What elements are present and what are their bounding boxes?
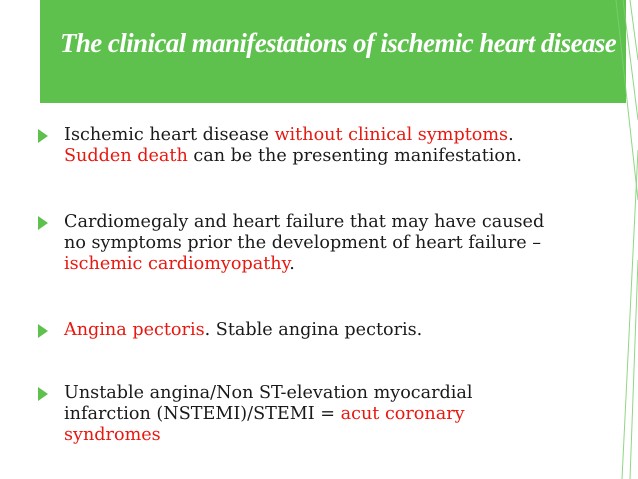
bullet-segment: . — [289, 254, 295, 274]
bullet-segment: no symptoms prior the development of heart failure – — [64, 233, 542, 253]
bullet-text — [64, 320, 624, 341]
slide-title: The clinical manifestations of ischemic heart disease — [60, 28, 617, 58]
bullet-segment: Cardiomegaly and heart failure that may have caused — [64, 212, 545, 232]
bullet-line — [64, 233, 624, 254]
highlighted-term: ischemic cardiomyopathy — [64, 254, 290, 274]
bullet-arrow-icon — [38, 129, 48, 143]
bullet-line — [64, 404, 624, 425]
bullet-segment: can be the presenting manifestation. — [187, 146, 522, 166]
bullet-segment: Ischemic heart disease — [64, 125, 275, 145]
bullet-line — [64, 212, 624, 233]
bullet-line — [64, 425, 624, 446]
bullet-segment: . Stable angina pectoris. — [204, 320, 423, 340]
bullet-line — [64, 383, 624, 404]
highlighted-term: Sudden death — [64, 146, 188, 166]
title-banner — [40, 0, 626, 103]
bullet-line — [64, 254, 624, 275]
bullet-arrow-icon — [38, 216, 48, 230]
bullet-line — [64, 320, 624, 341]
highlighted-term: Angina pectoris — [64, 320, 205, 340]
bullet-text — [64, 125, 624, 167]
bullet-line — [64, 125, 624, 146]
highlighted-term: without clinical symptoms — [274, 125, 509, 145]
bullet-arrow-icon — [38, 387, 48, 401]
bullet-segment: infarction (NSTEMI)/STEMI = — [64, 404, 341, 424]
bullet-segment: Unstable angina/Non ST-elevation myocardial — [64, 383, 473, 403]
bullet-line — [64, 146, 624, 167]
bullet-arrow-icon — [38, 324, 48, 338]
highlighted-term: syndromes — [64, 425, 161, 445]
bullet-segment: . — [508, 125, 514, 145]
highlighted-term: acut coronary — [340, 404, 465, 424]
bullet-text — [64, 383, 624, 446]
bullet-text — [64, 212, 624, 275]
